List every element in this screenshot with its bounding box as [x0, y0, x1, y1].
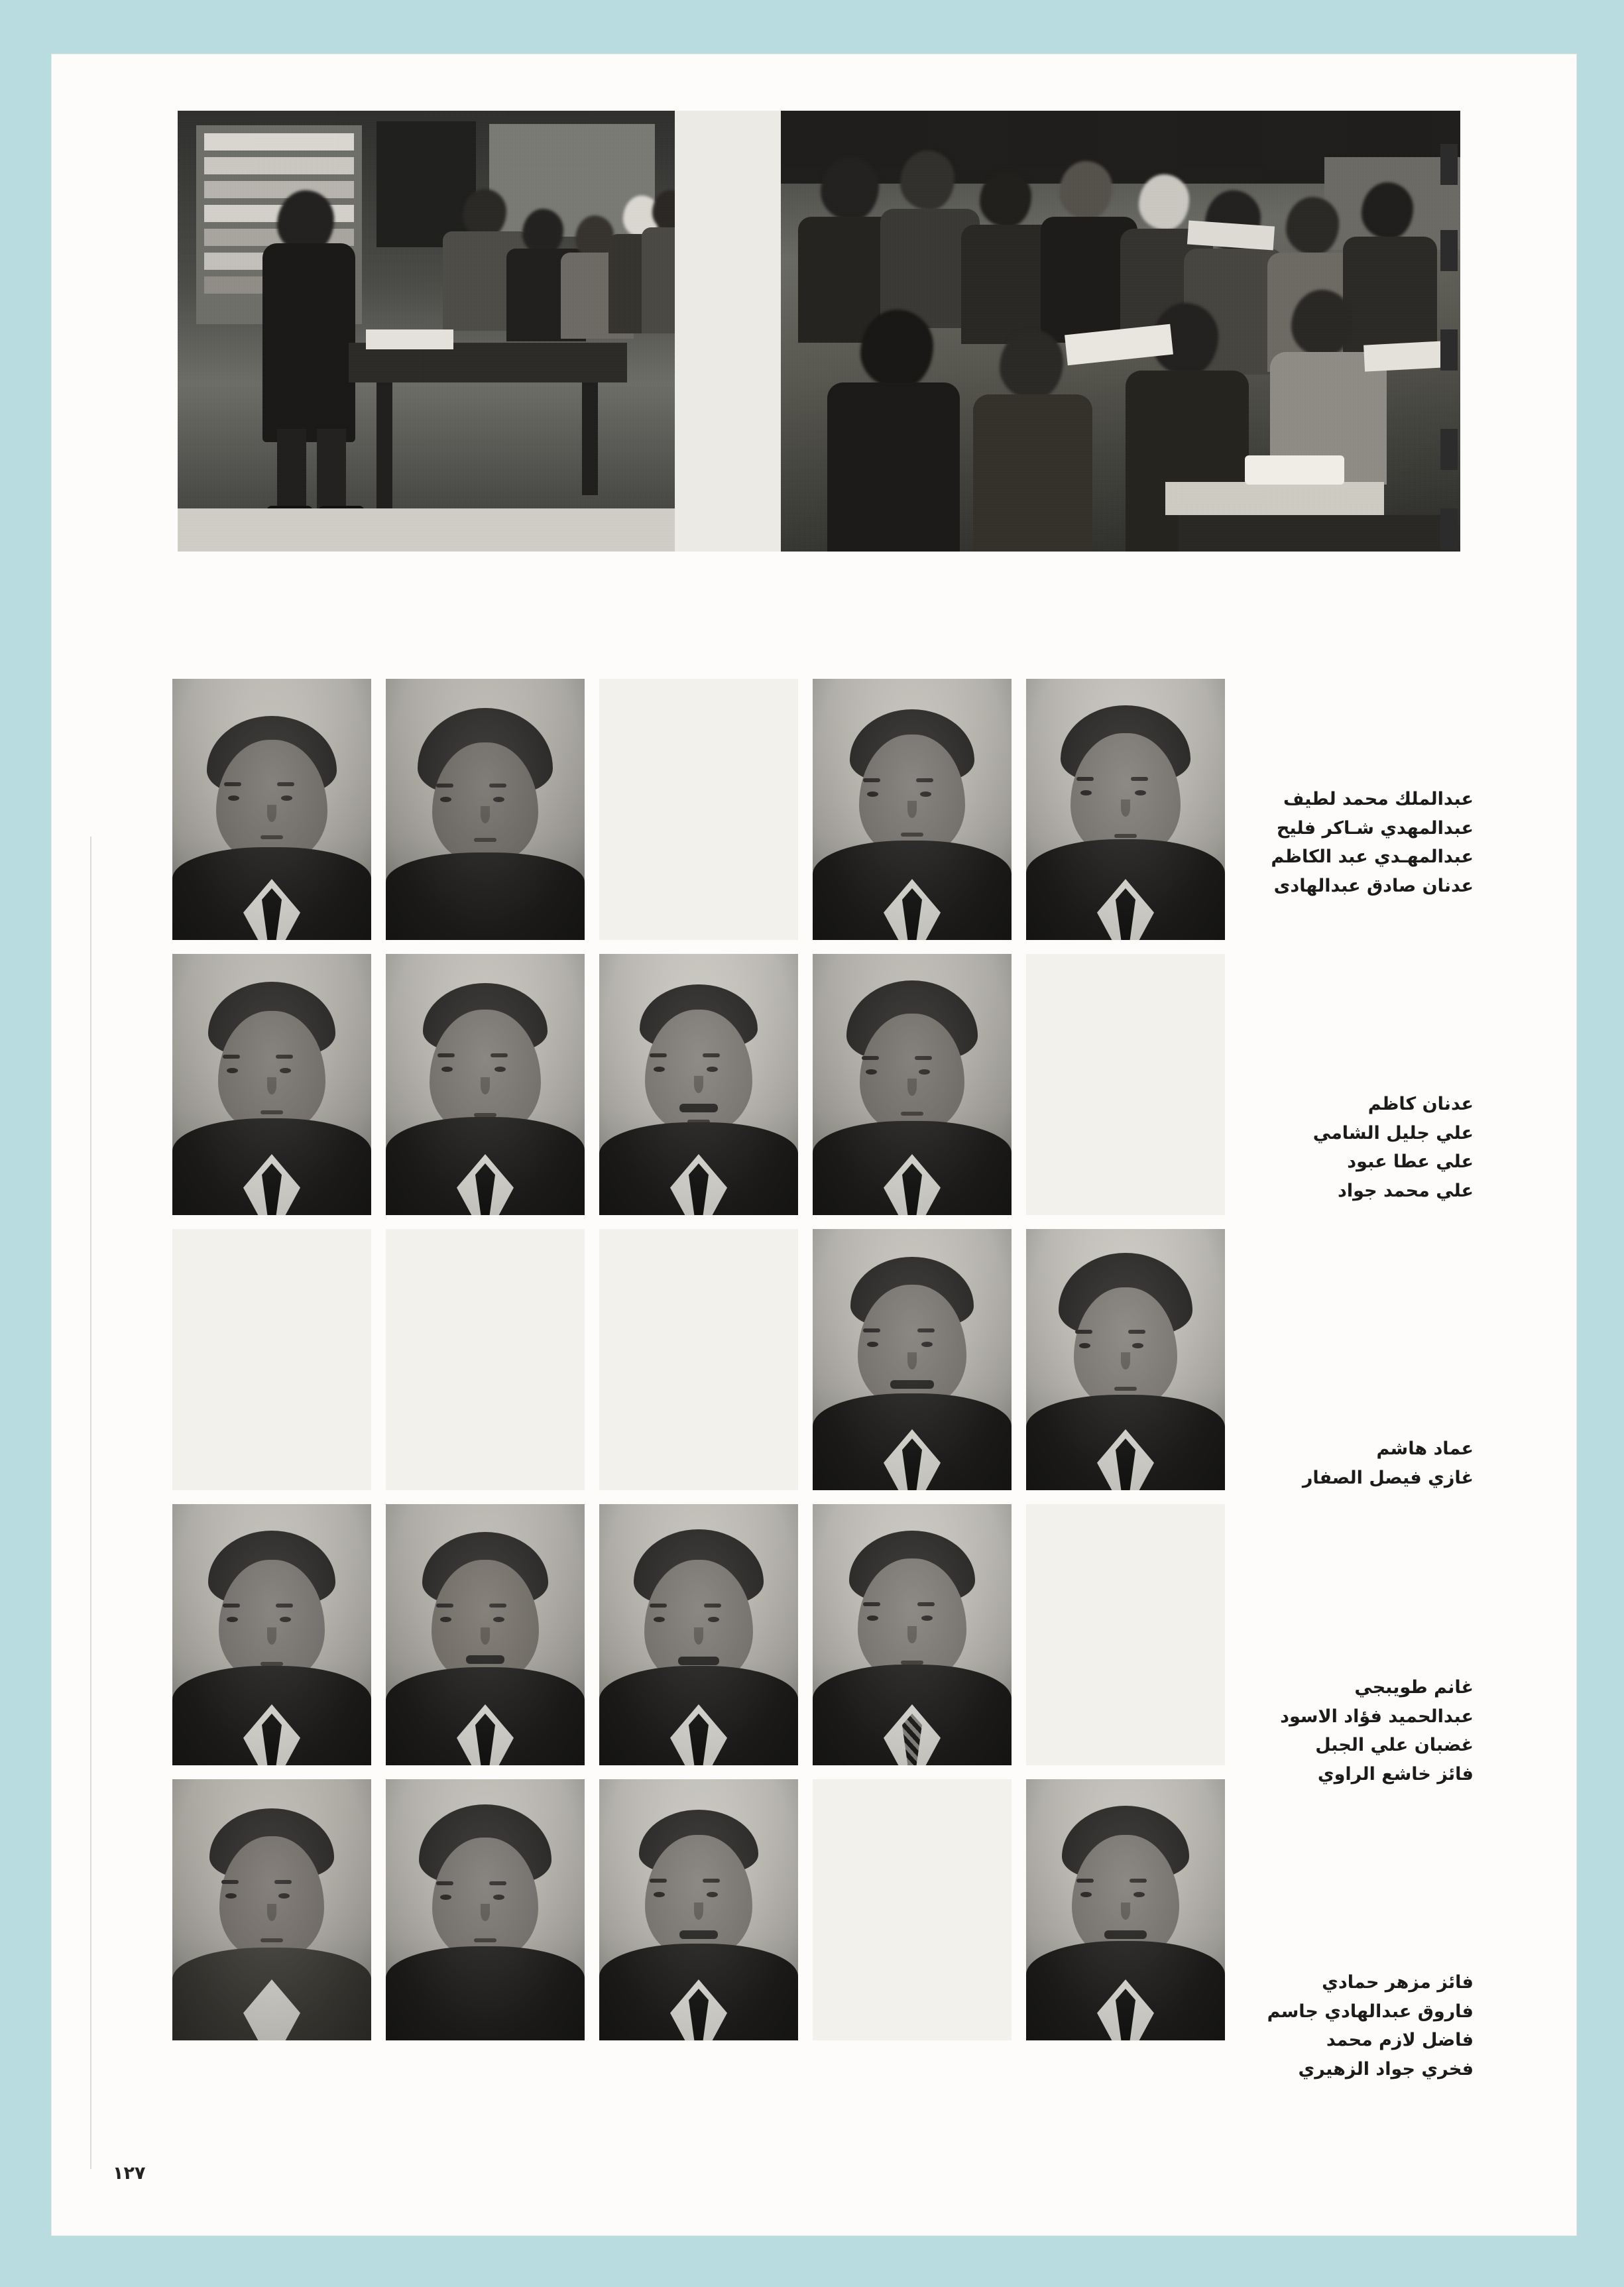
- student-name: غانم طويبجي: [1354, 1677, 1474, 1698]
- film-sprocket-holes: [1435, 111, 1460, 552]
- student-name: عماد هاشم: [1376, 1438, 1474, 1459]
- film-strip-photos: [178, 111, 1460, 552]
- portrait-row: [172, 1779, 1246, 2040]
- film-frame-gap: [675, 111, 781, 552]
- student-name: عدنان صادق عبدالهادى: [1273, 876, 1474, 897]
- student-name: عدنان كاظم: [1367, 1094, 1474, 1114]
- portrait-cell: [386, 679, 585, 940]
- student-name: فاضل لازم محمد: [1326, 2030, 1474, 2051]
- student-name: علي محمد جواد: [1338, 1181, 1474, 1202]
- portrait-cell: [813, 679, 1012, 940]
- portrait-row: [172, 954, 1246, 1215]
- portrait-cell: [172, 954, 371, 1215]
- portrait-grid: [172, 679, 1246, 2054]
- page-sheet: [52, 54, 1576, 2235]
- student-name: علي جليل الشامي: [1312, 1122, 1474, 1144]
- portrait-cell-empty: [172, 1229, 371, 1490]
- student-name: عبدالمهـدي عبد الكاظم: [1271, 847, 1474, 868]
- photo-lecture-room: [781, 111, 1460, 552]
- student-name: فخري جواد الزهيري: [1298, 2059, 1474, 2080]
- portrait-cell-empty: [386, 1229, 585, 1490]
- student-name: علي عطا عبود: [1347, 1151, 1474, 1173]
- page-edge-line: [90, 837, 91, 2169]
- student-name: عبدالمهدي شـاكر فليح: [1276, 817, 1474, 839]
- student-name: فائز مزهر حمادي: [1322, 1972, 1474, 1993]
- name-group-4: [1182, 1673, 1474, 1789]
- page-number: ١٢٧: [113, 2163, 146, 2184]
- portrait-cell: [172, 679, 371, 940]
- student-name: عبدالملك محمد لطيف: [1283, 789, 1474, 809]
- portrait-row: [172, 1504, 1246, 1765]
- portrait-cell: [599, 1504, 798, 1765]
- portrait-cell: [813, 1504, 1012, 1765]
- portrait-cell: [386, 1779, 585, 2040]
- name-group-1: [1182, 785, 1474, 901]
- portrait-row: [172, 679, 1246, 940]
- portrait-cell-empty: [813, 1779, 1012, 2040]
- portrait-cell: [172, 1779, 371, 2040]
- photo-classroom-table: [178, 111, 675, 552]
- student-name: فائز خاشع الراوي: [1317, 1764, 1474, 1785]
- portrait-cell: [813, 954, 1012, 1215]
- portrait-cell: [386, 1504, 585, 1765]
- name-group-2: [1182, 1090, 1474, 1206]
- portrait-cell: [599, 954, 798, 1215]
- name-group-3: [1182, 1435, 1474, 1492]
- portrait-cell-empty: [599, 1229, 798, 1490]
- student-name: غضبان علي الجبل: [1315, 1735, 1474, 1756]
- portrait-cell: [599, 1779, 798, 2040]
- student-name: عبدالحميد فؤاد الاسود: [1280, 1706, 1474, 1727]
- portrait-cell-empty: [599, 679, 798, 940]
- student-name: غازي فيصل الصفار: [1302, 1467, 1474, 1488]
- name-group-5: [1182, 1968, 1474, 2084]
- student-name: فاروق عبدالهادي جاسم: [1267, 2001, 1474, 2022]
- portrait-cell: [813, 1229, 1012, 1490]
- portrait-row: [172, 1229, 1246, 1490]
- portrait-cell: [172, 1504, 371, 1765]
- portrait-cell: [386, 954, 585, 1215]
